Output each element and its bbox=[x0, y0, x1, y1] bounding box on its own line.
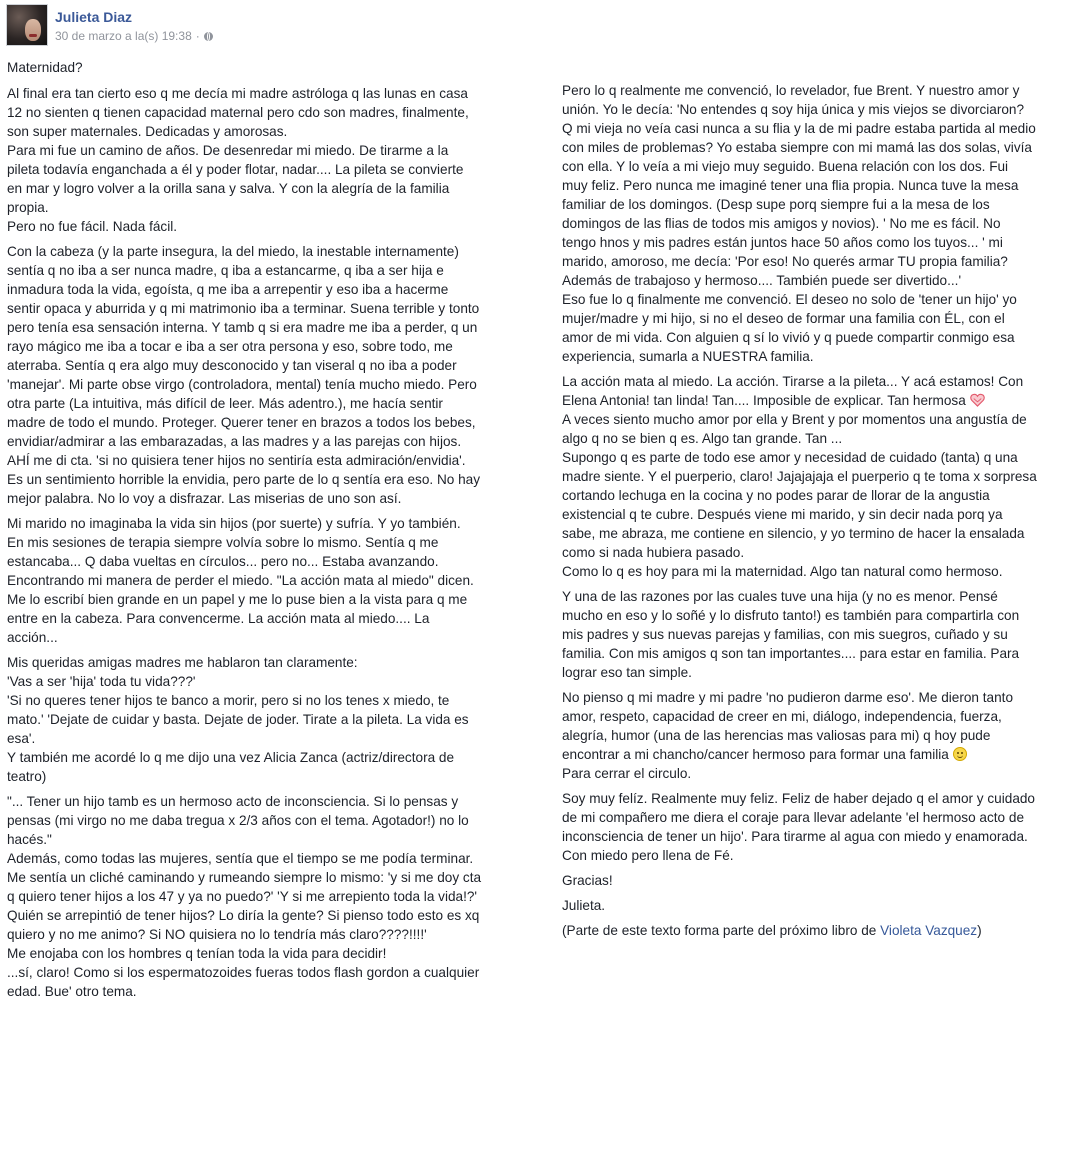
post-line: A veces siento mucho amor por ella y Brent y por momentos una angustía de algo q no se bien q es. Algo tan grande. Tan ... bbox=[562, 412, 1027, 446]
post-line: Gracias! bbox=[562, 873, 613, 888]
post-line: Además, como todas las mujeres, sentía que el tiempo se me podía terminar. Me sentía un cliché caminando y rumeando siempre lo mismo: 'y si me doy cta q quiero tener hijos a los 47 y ya no puedo?' 'Y si me arrepiento toda la vida!?' Quién se arrepintió de tener hijos? Lo diría la gente? Si pienso todo esto es xq quiero y no me animo? Si NO quisiera no lo tendría más claro????!!!!' bbox=[7, 851, 482, 942]
post-line: La acción mata al miedo. La acción. Tirarse a la pileta... Y acá estamos! Con Elena Antonia! tan linda! Tan.... Imposible de explicar. Tan hermosa bbox=[562, 374, 1024, 408]
avatar[interactable] bbox=[6, 4, 48, 46]
post-line: En mis sesiones de terapia siempre volvía sobre lo mismo. Sentía q me estancaba... Q daba vueltas en círculos... pero no... Estaba avanzando. Encontrando mi manera de perder el miedo. "La acción mata al miedo" dicen. Me lo escribí bien grande en un papel y me lo puse bien a la vista para q me entre en la cabeza. Para convencerme. La acción mata al miedo.... La acción... bbox=[7, 535, 474, 645]
post-timestamp[interactable]: 30 de marzo a la(s) 19:38 bbox=[55, 29, 192, 43]
post-line: Pero lo q realmente me convenció, lo revelador, fue Brent. Y nuestro amor y unión. Yo le decía: 'No entendes q soy hija única y mis viejos se divorciaron? Q mi vieja no veía casi nunca a su flia y la de mi padre estaba partida al medio con miles de problemas? Yo estaba siempre con mi mamá las dos solas, vivía con ella. Y lo veía a mi viejo muy seguido. Buena relación con los dos. Fui muy feliz. Pero nunca me imaginé tener una flia propia. Nunca tuve la mesa familiar de los domingos. (Desp supe porq siempre fui a la mesa de los domingos de las flias de todos mis amigos y novios). ' No me es fácil. No tengo hnos y mis padres están juntos hace 50 años como los tuyos... ' mi marido, amoroso, me decía: 'Por eso! No querés armar TU propia familia? Además de trabajoso y hermoso.... También puede ser divertido...' bbox=[562, 83, 1036, 288]
post-paragraph bbox=[562, 871, 1037, 890]
post-paragraph bbox=[562, 587, 1037, 682]
post-line: Y también me acordé lo q me dijo una vez Alicia Zanca (actriz/directora de teatro) bbox=[7, 750, 455, 784]
post-line: Para mi fue un camino de años. De desenredar mi miedo. De tirarme a la pileta todavía enganchada a él y poder flotar, nadar.... La pileta se convierte en mar y logro volver a la orilla sana y salva. Y con la alegría de la familia propia. bbox=[7, 143, 464, 215]
post-meta bbox=[55, 29, 213, 43]
post-line: Maternidad? bbox=[7, 60, 83, 75]
post-paragraph bbox=[7, 514, 482, 647]
post-line: Es un sentimiento horrible la envidia, pero parte de lo q sentía era eso. No hay mejor palabra. No lo voy a disfrazar. Las miserias de uno son así. bbox=[7, 472, 481, 506]
post-line: Como lo q es hoy para mi la maternidad. Algo tan natural como hermoso. bbox=[562, 564, 1003, 579]
post-paragraph bbox=[562, 81, 1037, 366]
post-line: Mi marido no imaginaba la vida sin hijos (por suerte) y sufría. Y yo también. bbox=[7, 516, 461, 531]
post-paragraph bbox=[562, 789, 1037, 865]
post-paragraph bbox=[7, 792, 482, 1001]
post-paragraph bbox=[562, 372, 1037, 581]
post-line: ) bbox=[977, 923, 982, 938]
post-line: Me enojaba con los hombres q tenían toda la vida para decidir! bbox=[7, 946, 387, 961]
post-paragraph bbox=[562, 688, 1037, 783]
heart-icon bbox=[970, 393, 985, 407]
globe-icon[interactable] bbox=[204, 32, 213, 41]
author-link-violeta-vazquez[interactable]: Violeta Vazquez bbox=[880, 923, 978, 938]
author-name[interactable]: Julieta Diaz bbox=[55, 9, 133, 25]
post-line: Supongo q es parte de todo ese amor y necesidad de cuidado (tanta) q una madre siente. Y el puerperio, claro! Jajajajaja el puerperio q te toma x sorpresa cortando lechuga en la cocina y no podes parar de llorar de la angustia existencial q te cubre. Después viene mi marido, y sin decir nada porq ya sabe, me abraza, me contiene en silencio, y yo termino de hacer la ensalada como si nada hubiera pasado. bbox=[562, 450, 1037, 560]
post-line: Con la cabeza (y la parte insegura, la del miedo, la inestable internamente) sentía q no iba a ser nunca madre, q iba a estancarme, q iba a ser hija e inmadura toda la vida, egoísta, q me iba a arrepentir y eso iba a hacerme sentir opaca y aburrida y q mi matrimonio iba a terminar. Suena terrible y tonto pero tenía esa sensación interna. Y tamb q si era madre me iba a perder, q un rayo mágico me iba a tocar e iba a ser otra persona y eso, sobre todo, me aterraba. Sentía q era algo muy desconocido y tan viseral q no iba a poder 'manejar'. Mi parte obse virgo (controladora, mental) tenía mucho miedo. Pero otra parte (La intuitiva, más difícil de leer. Más adentro.), me hacía sentir madre de todo el mundo. Proteger. Querer tener en brazos a todos los bebes, envidiar/admirar a las embarazadas, a las madres y a las parejas con hijos. AHÍ me di cta. 'si no quisiera tener hijos no sentiría esta admiración/envidia'. bbox=[7, 244, 480, 468]
post-line: Para cerrar el circulo. bbox=[562, 766, 692, 781]
post-line: Eso fue lo q finalmente me convenció. El deseo no solo de 'tener un hijo' yo mujer/madre y mi hijo, si no el deseo de formar una familia con ÉL, con el amor de mi vida. Con alguien q sí lo vivió y q puede compartir conmigo esa experiencia, sumarla a NUESTRA familia. bbox=[562, 292, 1017, 364]
post-line: Mis queridas amigas madres me hablaron tan claramente: bbox=[7, 655, 358, 670]
post-paragraph bbox=[7, 84, 482, 236]
avatar-face bbox=[25, 19, 41, 41]
post-line: 'Si no queres tener hijos te banco a morir, pero si no los tenes x miedo, te mato.' 'Dejate de cuidar y basta. Dejate de joder. Tirate a la pileta. La vida es esa'. bbox=[7, 693, 469, 746]
post-line: Soy muy felíz. Realmente muy feliz. Feliz de haber dejado q el amor y cuidado de mi compañero me diera el coraje para llevar adelante 'el hermoso acto de inconsciencia de tener un hijo'. Para tirarme al agua con miedo y enamorada. Con miedo pero llena de Fé. bbox=[562, 791, 1035, 863]
post-paragraph bbox=[7, 58, 482, 77]
post-line: Julieta. bbox=[562, 898, 606, 913]
post-header bbox=[6, 4, 606, 48]
smile-emoji-icon bbox=[953, 747, 967, 761]
post-paragraph bbox=[562, 921, 1037, 940]
post-line: Pero no fue fácil. Nada fácil. bbox=[7, 219, 178, 234]
post-line: No pienso q mi madre y mi padre 'no pudieron darme eso'. Me dieron tanto amor, respeto, capacidad de creer en mi, diálogo, independencia, fuerza, alegría, humor (una de las herencias mas valiosas para mi) q hoy pude encontrar a mi chancho/cancer hermoso para formar una familia bbox=[562, 690, 1014, 762]
post-line: Al final era tan cierto eso q me decía mi madre astróloga q las lunas en casa 12 no sienten q tienen capacidad maternal pero cdo son madres, finalmente, son super maternales. Dedicadas y amorosas. bbox=[7, 86, 469, 139]
post-paragraph bbox=[7, 653, 482, 786]
post-line: 'Vas a ser 'hija' toda tu vida???' bbox=[7, 674, 196, 689]
post-body-right-column bbox=[562, 81, 1037, 946]
post-paragraph bbox=[7, 242, 482, 508]
post-line: "... Tener un hijo tamb es un hermoso acto de inconsciencia. Si lo pensas y pensas (mi virgo no me daba tregua x 2/3 años con el tema. Agotador!) no lo hacés." bbox=[7, 794, 469, 847]
post-body-left-column bbox=[7, 58, 482, 1007]
post-line: Y una de las razones por las cuales tuve una hija (y no es menor. Pensé mucho en eso y lo soñé y lo disfruto tanto!) es también para compartirla con mis padres y sus nuevas parejas y familias, con mis suegros, cuñado y su familia. Con mis amigos q son tan importantes.... para estar en familia. Para lograr eso tan simple. bbox=[562, 589, 1020, 680]
meta-separator: · bbox=[195, 29, 200, 43]
post-paragraph bbox=[562, 896, 1037, 915]
post-line: ...sí, claro! Como si los espermatozoides fueras todos flash gordon a cualquier edad. Bue' otro tema. bbox=[7, 965, 480, 999]
avatar-lips bbox=[29, 34, 37, 37]
post-line: (Parte de este texto forma parte del próximo libro de bbox=[562, 923, 881, 938]
